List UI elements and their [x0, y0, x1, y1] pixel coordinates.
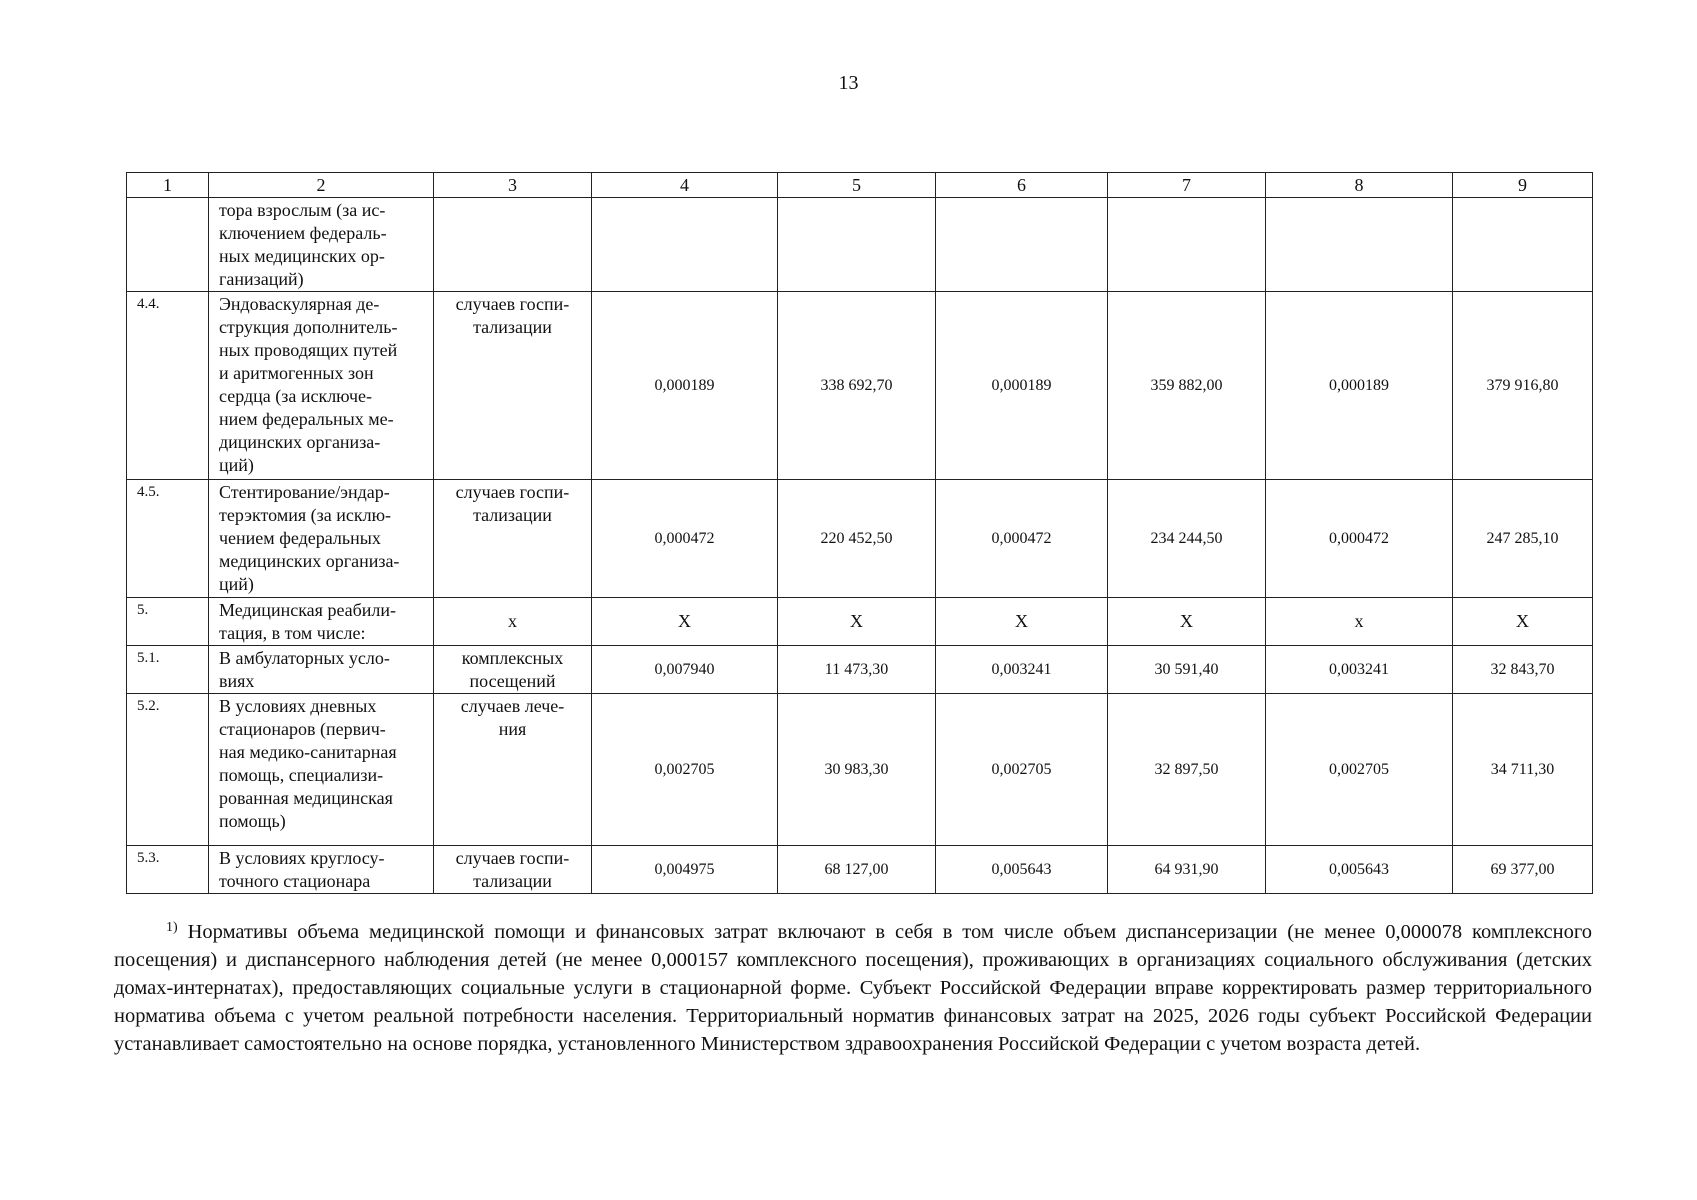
row-value-cell: 11 473,30 [778, 646, 936, 694]
header-cell: 8 [1266, 173, 1453, 198]
row-name-cell: Медицинская реабили- тация, в том числе: [209, 598, 434, 646]
row-value-cell: 0,000472 [1266, 480, 1453, 598]
row-name-cell: Эндоваскулярная де- струкция дополнитель- ных проводящих путей и аритмогенных зон сердца (за исключе- нием федеральных ме- дицинских организа- ций) [209, 292, 434, 480]
row-number-cell: 4.5. [127, 480, 209, 598]
row-value-cell: 0,002705 [1266, 694, 1453, 846]
row-name-cell: В условиях круглосу- точного стационара [209, 846, 434, 894]
row-value-cell: 0,000189 [936, 292, 1108, 480]
row-value-cell: X [1108, 598, 1266, 646]
row-value-cell: 379 916,80 [1453, 292, 1593, 480]
row-value-cell [1266, 198, 1453, 292]
row-value-cell: 64 931,90 [1108, 846, 1266, 894]
header-cell: 3 [434, 173, 592, 198]
row-value-cell: 0,002705 [936, 694, 1108, 846]
row-unit-cell: комплексных посещений [434, 646, 592, 694]
row-number-cell: 4.4. [127, 292, 209, 480]
row-number-cell: 5.3. [127, 846, 209, 894]
footnote-marker: 1) [166, 920, 178, 935]
row-unit-cell: случаев госпи- тализации [434, 480, 592, 598]
row-value-cell: 0,005643 [936, 846, 1108, 894]
row-value-cell [778, 198, 936, 292]
row-value-cell: 0,004975 [592, 846, 778, 894]
header-cell: 2 [209, 173, 434, 198]
row-value-cell: X [778, 598, 936, 646]
row-name-cell: В амбулаторных усло- виях [209, 646, 434, 694]
row-value-cell: 0,007940 [592, 646, 778, 694]
row-number-cell: 5.2. [127, 694, 209, 846]
row-value-cell: 247 285,10 [1453, 480, 1593, 598]
footnote [114, 918, 1592, 1058]
row-value-cell: 338 692,70 [778, 292, 936, 480]
row-value-cell: 0,000472 [592, 480, 778, 598]
row-value-cell: 34 711,30 [1453, 694, 1593, 846]
table-row [127, 694, 1593, 846]
table-row [127, 480, 1593, 598]
row-value-cell: 0,000189 [1266, 292, 1453, 480]
row-value-cell: 0,000472 [936, 480, 1108, 598]
row-value-cell: 0,005643 [1266, 846, 1453, 894]
row-value-cell [1108, 198, 1266, 292]
row-name-cell: Стентирование/эндар- терэктомия (за исклю- чением федеральных медицинских организа- ций) [209, 480, 434, 598]
row-value-cell: 220 452,50 [778, 480, 936, 598]
row-value-cell: 234 244,50 [1108, 480, 1266, 598]
header-cell: 6 [936, 173, 1108, 198]
row-value-cell [936, 198, 1108, 292]
header-cell: 7 [1108, 173, 1266, 198]
row-value-cell: X [592, 598, 778, 646]
row-value-cell: 30 591,40 [1108, 646, 1266, 694]
row-value-cell: x [1266, 598, 1453, 646]
header-cell: 1 [127, 173, 209, 198]
row-name-cell: тора взрослым (за ис- ключением федераль- ных медицинских ор- ганизаций) [209, 198, 434, 292]
header-cell: 9 [1453, 173, 1593, 198]
table-row [127, 198, 1593, 292]
table-row [127, 846, 1593, 894]
row-number-cell: 5. [127, 598, 209, 646]
row-value-cell: 32 897,50 [1108, 694, 1266, 846]
table-header-row [127, 173, 1593, 198]
row-value-cell: 68 127,00 [778, 846, 936, 894]
row-value-cell: 0,002705 [592, 694, 778, 846]
row-value-cell: 0,000189 [592, 292, 778, 480]
table-row [127, 646, 1593, 694]
table-row [127, 292, 1593, 480]
page-number: 13 [838, 72, 859, 94]
row-value-cell: 0,003241 [1266, 646, 1453, 694]
row-unit-cell: случаев лече- ния [434, 694, 592, 846]
row-unit-cell: x [434, 598, 592, 646]
footnote-text: Нормативы объема медицинской помощи и финансовых затрат включают в себя в том числе объем диспансеризации (не менее 0,000078 комплексного посещения) и диспансерного наблюдения детей (не менее 0,000157 комплексного посещения), проживающих в организациях социального обслуживания (детских домах-интернатах), предоставляющих социальные услуги в стационарной форме. Субъект Российской Федерации вправе корректировать размер территориального норматива объема с учетом реальной потребности населения. Территориальный норматив финансовых затрат на 2025, 2026 годы субъект Российской Федерации устанавливает самостоятельно на основе порядка, установленного Министерством здравоохранения Российской Федерации с учетом возраста детей. [114, 921, 1593, 1055]
row-number-cell [127, 198, 209, 292]
row-value-cell [1453, 198, 1593, 292]
table-body [127, 173, 1593, 894]
row-value-cell: X [1453, 598, 1593, 646]
row-name-cell: В условиях дневных стационаров (первич- ная медико-санитарная помощь, специализи- рованная медицинская помощь) [209, 694, 434, 846]
row-value-cell: 0,003241 [936, 646, 1108, 694]
row-value-cell: X [936, 598, 1108, 646]
row-value-cell: 359 882,00 [1108, 292, 1266, 480]
table-row [127, 598, 1593, 646]
row-value-cell [592, 198, 778, 292]
row-unit-cell: случаев госпи- тализации [434, 846, 592, 894]
row-value-cell: 69 377,00 [1453, 846, 1593, 894]
data-table [126, 172, 1593, 894]
row-value-cell: 30 983,30 [778, 694, 936, 846]
header-cell: 4 [592, 173, 778, 198]
row-number-cell: 5.1. [127, 646, 209, 694]
row-unit-cell: случаев госпи- тализации [434, 292, 592, 480]
header-cell: 5 [778, 173, 936, 198]
row-value-cell: 32 843,70 [1453, 646, 1593, 694]
row-unit-cell [434, 198, 592, 292]
